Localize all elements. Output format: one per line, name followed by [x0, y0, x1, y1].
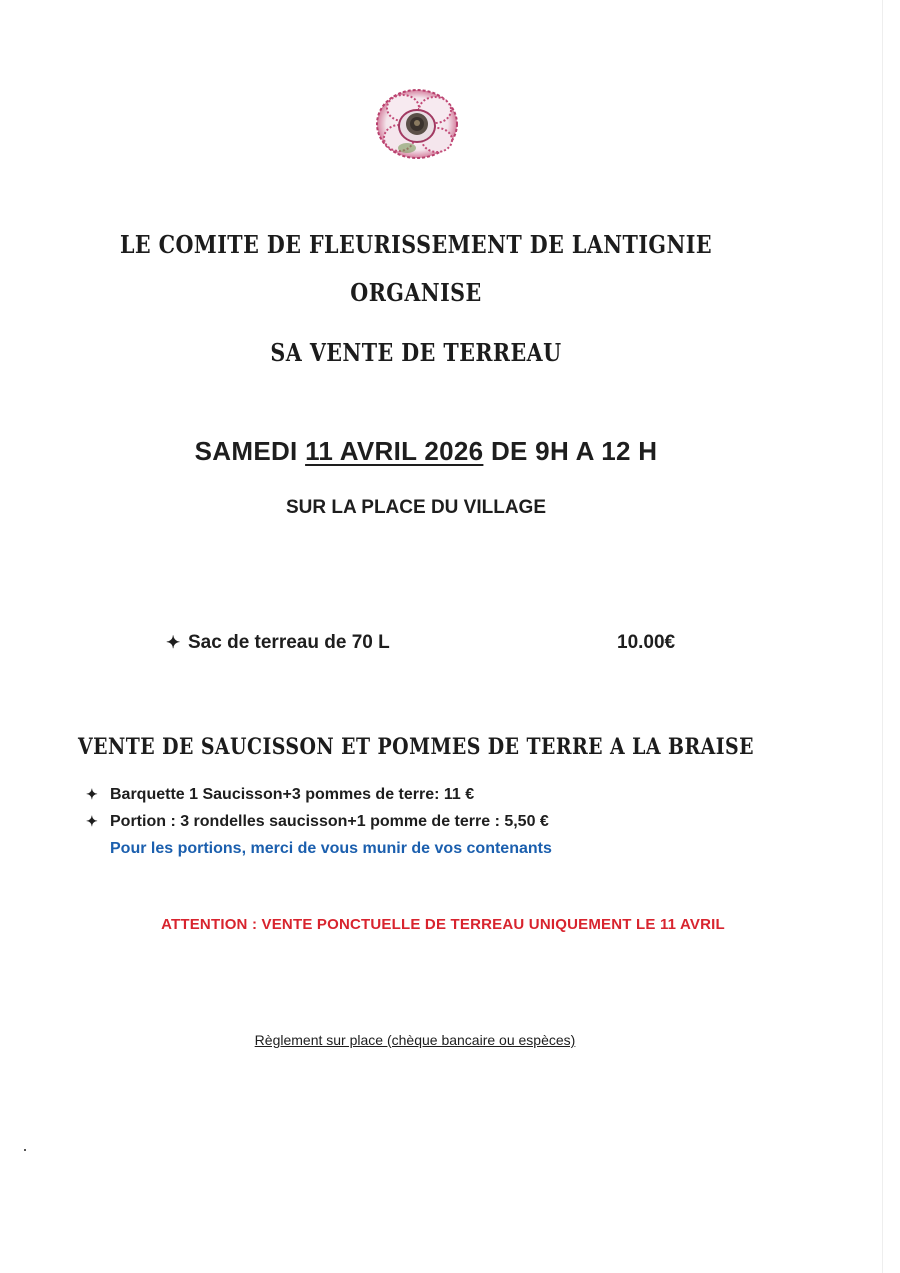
attention-notice: ATTENTION : VENTE PONCTUELLE DE TERREAU UNIQUEMENT LE 11 AVRIL	[161, 916, 725, 933]
terreau-item-row	[166, 632, 390, 654]
four-point-star-icon: ✦	[86, 786, 98, 802]
food-item-label: Portion : 3 rondelles saucisson+1 pomme de terre : 5,50 €	[110, 813, 549, 830]
event-time: DE 9H A 12 H	[490, 436, 658, 466]
food-item-barquette	[86, 786, 474, 804]
scan-speck	[24, 1149, 26, 1151]
food-section-title: VENTE DE SAUCISSON ET POMMES DE TERRE A LA BRAISE	[78, 734, 754, 760]
heading-line-3: SA VENTE DE TERREAU	[270, 338, 562, 367]
event-location: SUR LA PLACE DU VILLAGE	[285, 497, 547, 518]
terreau-price: 10.00€	[617, 632, 676, 653]
event-date: 11 AVRIL 2026	[305, 436, 484, 466]
event-day: SAMEDI	[194, 436, 298, 466]
payment-info: Règlement sur place (chèque bancaire ou espèces)	[254, 1032, 576, 1048]
four-point-star-icon: ✦	[86, 813, 98, 829]
event-date-line	[0, 436, 852, 467]
rose-flower-icon	[373, 86, 461, 162]
heading-line-2: ORGANISE	[350, 278, 482, 307]
food-item-portion	[86, 813, 549, 831]
heading-line-1: LE COMITE DE FLEURISSEMENT DE LANTIGNIE	[119, 230, 713, 259]
food-item-label: Barquette 1 Saucisson+3 pommes de terre: 11 €	[110, 786, 475, 803]
containers-note: Pour les portions, merci de vous munir de vos contenants	[110, 840, 552, 857]
terreau-item-label: Sac de terreau de 70 L	[188, 632, 390, 653]
four-point-star-icon: ✦	[166, 633, 181, 652]
scan-edge-line	[882, 0, 883, 1273]
